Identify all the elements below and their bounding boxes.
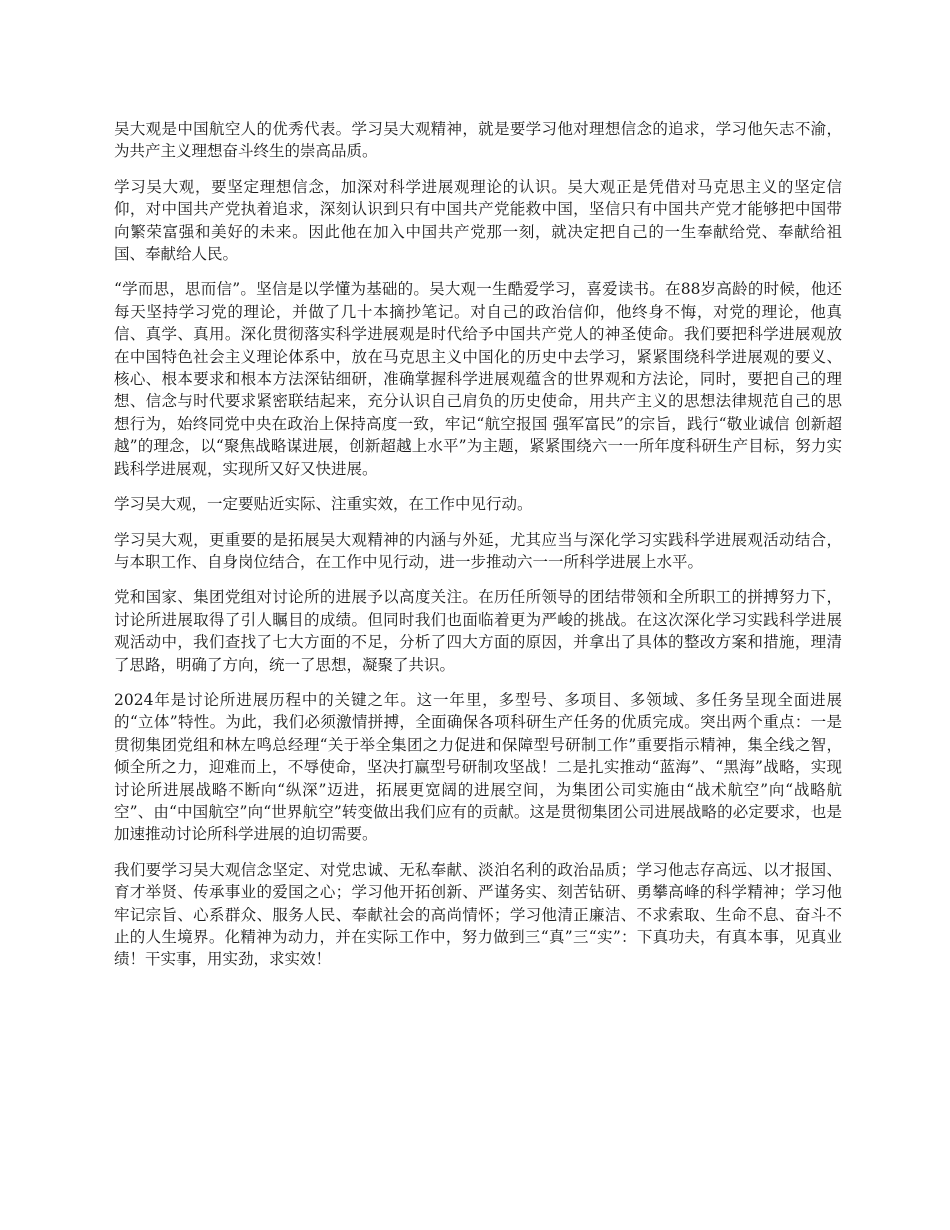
document-body (114, 118, 842, 984)
paragraph: 学习吴大观，更重要的是拓展吴大观精神的内涵与外延，尤其应当与深化学习实践科学进展观活动结合，与本职工作、自身岗位结合，在工作中见行动，进一步推动六一一所科学进展上水平。 (114, 530, 842, 571)
paragraph: 党和国家、集团党组对讨论所的进展予以高度关注。在历任所领导的团结带领和全所职工的拼搏努力下，讨论所进展取得了引人瞩目的成绩。但同时我们也面临着更为严峻的挑战。在这次深化学习实践科学进展观活动中，我们查找了七大方面的不足，分析了四大方面的原因，并拿出了具体的整改方案和措施，理清了思路，明确了方向，统一了思想，凝聚了共识。 (114, 588, 842, 674)
paragraph: 吴大观是中国航空人的优秀代表。学习吴大观精神，就是要学习他对理想信念的追求，学习他矢志不渝，为共产主义理想奋斗终生的崇高品质。 (114, 120, 842, 161)
paragraph: “学而思，思而信”。坚信是以学懂为基础的。吴大观一生酷爱学习，喜爱读书。在88岁高龄的时候，他还每天坚持学习党的理论，并做了几十本摘抄笔记。对自己的政治信仰，他终身不悔，对党的理论，他真信、真学、真用。深化贯彻落实科学进展观是时代给予中国共产党人的神圣使命。我们要把科学进展观放在中国特色社会主义理论体系中，放在马克思主义中国化的历史中去学习，紧紧围绕科学进展观的要义、核心、根本要求和根本方法深钻细研，准确掌握科学进展观蕴含的世界观和方法论，同时，要把自己的理想、信念与时代要求紧密联结起来，充分认识自己肩负的历史使命，用共产主义的思想法律规范自己的思想行为，始终同党中央在政治上保持高度一致，牢记“航空报国 强军富民”的宗旨，践行“敬业诚信 创新超越”的理念，以“聚焦战略谋进展，创新超越上水平”为主题，紧紧围绕六一一所年度科研生产目标，努力实践科学进展观，实现所又好又快进展。 (114, 280, 842, 478)
paragraph: 学习吴大观，一定要贴近实际、注重实效，在工作中见行动。 (114, 495, 533, 514)
paragraph: 2024年是讨论所进展历程中的关键之年。这一年里，多型号、多项目、多领域、多任务呈现全面进展的“立体”特性。为此，我们必须激情拼搏，全面确保各项科研生产任务的优质完成。突出两个重点：一是贯彻集团党组和林左鸣总经理“关于举全集团之力促进和保障型号研制工作”重要指示精神，集全线之智，倾全所之力，迎难而上，不辱使命，坚决打赢型号研制攻坚战！二是扎实推动“蓝海”、“黑海”战略，实现讨论所进展战略不断向“纵深”迈进，拓展更宽阔的进展空间，为集团公司实施由“战术航空”向“战略航空”、由“中国航空”向“世界航空”转变做出我们应有的贡献。这是贯彻集团公司进展战略的必定要求，也是加速推动讨论所科学进展的迫切需要。 (114, 690, 842, 844)
paragraph: 我们要学习吴大观信念坚定、对党忠诚、无私奉献、淡泊名利的政治品质；学习他志存高远、以才报国、育才举贤、传承事业的爱国之心；学习他开拓创新、严谨务实、刻苦钻研、勇攀高峰的科学精神；学习他牢记宗旨、心系群众、服务人民、奉献社会的高尚情怀；学习他清正廉洁、不求索取、生命不息、奋斗不止的人生境界。化精神为动力，并在实际工作中，努力做到三“真”三“实”：下真功夫，有真本事，见真业绩！干实事，用实劲，求实效！ (114, 860, 842, 969)
paragraph: 学习吴大观，要坚定理想信念，加深对科学进展观理论的认识。吴大观正是凭借对马克思主义的坚定信仰，对中国共产党执着追求，深刻认识到只有中国共产党能救中国，坚信只有中国共产党才能够把中国带向繁荣富强和美好的未来。因此他在加入中国共产党那一刻，就决定把自己的一生奉献给党、奉献给祖国、奉献给人民。 (114, 177, 842, 264)
